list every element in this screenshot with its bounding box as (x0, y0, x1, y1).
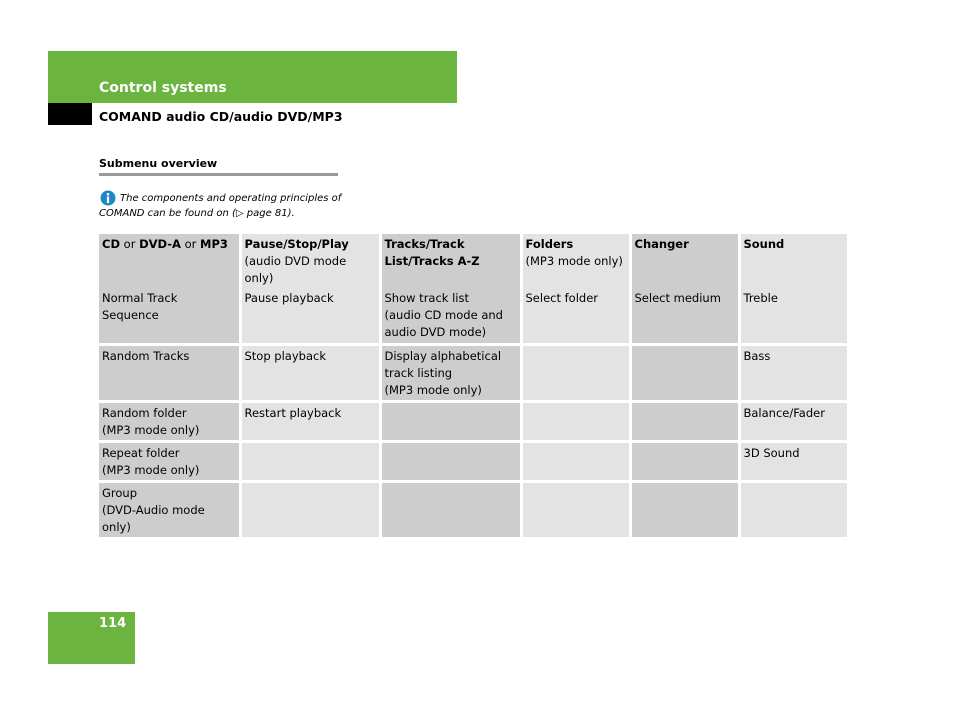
table-cell (380, 441, 521, 481)
table-cell (630, 481, 739, 537)
table-cell: Normal Track Sequence (99, 288, 240, 344)
table-cell: Repeat folder (MP3 mode only) (99, 441, 240, 481)
table-row (99, 344, 847, 401)
table-cell (521, 344, 630, 401)
header-label: or (120, 237, 140, 251)
submenu-table (99, 234, 847, 537)
table-cell: Show track list (audio CD mode and audio DVD mode) (380, 288, 521, 344)
table-cell: Balance/Fader (739, 401, 847, 441)
table-cell: Treble (739, 288, 847, 344)
table-cell (521, 481, 630, 537)
section-header-bar (48, 51, 457, 103)
table-cell: Bass (739, 344, 847, 401)
subsection-title: COMAND audio CD/audio DVD/MP3 (99, 109, 343, 124)
heading-rule (99, 173, 338, 176)
table-cell (521, 401, 630, 441)
header-label-bold: CD (102, 237, 120, 251)
header-label-bold: MP3 (200, 237, 228, 251)
header-label-bold: Tracks/Track List/Tracks A-Z (384, 237, 480, 268)
header-label-bold: Folders (525, 237, 574, 251)
header-cell (630, 234, 739, 288)
table-cell: 3D Sound (739, 441, 847, 481)
table-row (99, 288, 847, 344)
header-cell (99, 234, 240, 288)
table-row (99, 441, 847, 481)
page-number: 114 (99, 616, 127, 631)
table-row (99, 481, 847, 537)
table-cell: Display alphabetical track listing (MP3 mode only) (380, 344, 521, 401)
table-cell (630, 401, 739, 441)
info-note: The components and operating principles of COMAND can be found on (▷ page 81). (99, 193, 342, 219)
table-cell (630, 344, 739, 401)
table-cell: Random folder (MP3 mode only) (99, 401, 240, 441)
header-label-bold: Pause/Stop/Play (244, 237, 349, 251)
header-label-bold: DVD-A (139, 237, 181, 251)
table-cell: Random Tracks (99, 344, 240, 401)
table-cell: Restart playback (240, 401, 380, 441)
section-title: Control systems (99, 80, 227, 96)
table-cell: Pause playback (240, 288, 380, 344)
table-cell (240, 441, 380, 481)
table-cell (240, 481, 380, 537)
table-cell: Stop playback (240, 344, 380, 401)
header-cell (521, 234, 630, 288)
table-cell: Select medium (630, 288, 739, 344)
header-label: (audio DVD mode only) (244, 254, 347, 285)
table-cell (521, 441, 630, 481)
submenu-heading: Submenu overview (99, 157, 218, 170)
header-label: (MP3 mode only) (525, 254, 623, 268)
header-label-bold: Changer (634, 237, 689, 251)
table-row (99, 401, 847, 441)
table-cell (380, 401, 521, 441)
table-header-row (99, 234, 847, 288)
section-marker (48, 103, 92, 125)
table-cell: Group (DVD-Audio mode only) (99, 481, 240, 537)
table-cell (380, 481, 521, 537)
table-cell: Select folder (521, 288, 630, 344)
table-cell (630, 441, 739, 481)
header-label: or (180, 237, 201, 251)
header-cell (739, 234, 847, 288)
table-cell (739, 481, 847, 537)
header-cell (380, 234, 521, 288)
header-label-bold: Sound (743, 237, 785, 251)
page-number-tab (48, 612, 135, 664)
header-cell (240, 234, 380, 288)
